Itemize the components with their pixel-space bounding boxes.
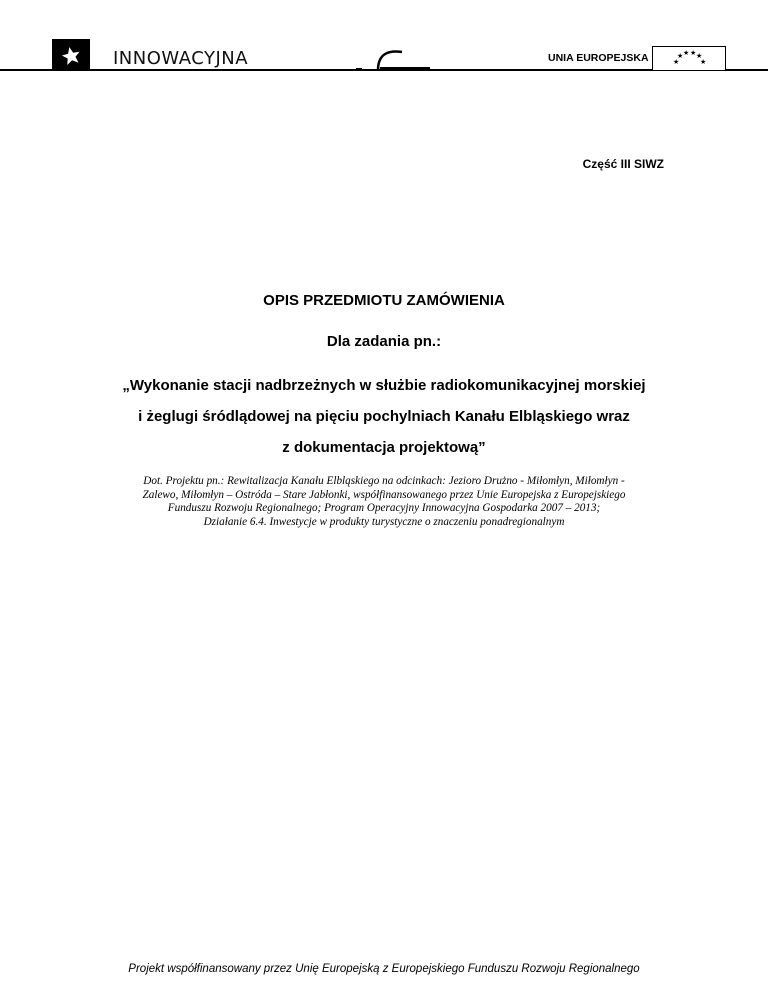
svg-text:★: ★ <box>683 49 690 57</box>
programme-logo-icon <box>350 44 440 74</box>
project-reference-line: Działanie 6.4. Inwestycje w produkty turystyczne o znaczeniu ponadregionalnym <box>203 515 565 528</box>
eu-label: UNIA EUROPEJSKA <box>548 52 649 64</box>
eu-flag-icon <box>652 46 726 71</box>
svg-text:★: ★ <box>673 58 680 66</box>
task-name <box>0 370 768 463</box>
svg-text:★: ★ <box>700 58 707 66</box>
svg-text:★: ★ <box>690 49 697 57</box>
document-title: OPIS PRZEDMIOTU ZAMÓWIENIA <box>263 292 505 309</box>
task-name-line: z dokumentacja projektową” <box>282 439 486 456</box>
project-reference-line: Dot. Projektu pn.: Rewitalizacja Kanału Elbląskiego na odcinkach: Jezioro Drużno - Miłomłyn, Miłomłyn - <box>143 475 625 487</box>
project-reference <box>80 475 688 529</box>
project-reference-line: Funduszu Rozwoju Regionalnego; Program Operacyjny Innowacyjna Gospodarka 2007 – 2013; <box>167 502 601 514</box>
star-logo-icon <box>52 39 90 71</box>
svg-text:★: ★ <box>696 52 703 60</box>
document-part-label: Część III SIWZ <box>582 157 664 171</box>
project-reference-line: Zalewo, Miłomłyn – Ostróda – Stare Jabłonki, współfinansowanego przez Unie Europejska z Europejskiego <box>142 488 626 501</box>
task-label: Dla zadania pn.: <box>326 333 442 350</box>
page-header <box>0 0 768 90</box>
page-footer: Projekt współfinansowany przez Unię Europejską z Europejskiego Funduszu Rozwoju Regionalnego <box>128 963 640 975</box>
task-name-line: „Wykonanie stacji nadbrzeżnych w służbie radiokomunikacyjnej morskiej <box>122 377 646 394</box>
svg-text:★: ★ <box>677 52 684 60</box>
logo-text: INNOWACYJNA <box>113 48 249 69</box>
task-name-line: i żeglugi śródlądowej na pięciu pochylniach Kanału Elbląskiego wraz <box>138 408 630 425</box>
